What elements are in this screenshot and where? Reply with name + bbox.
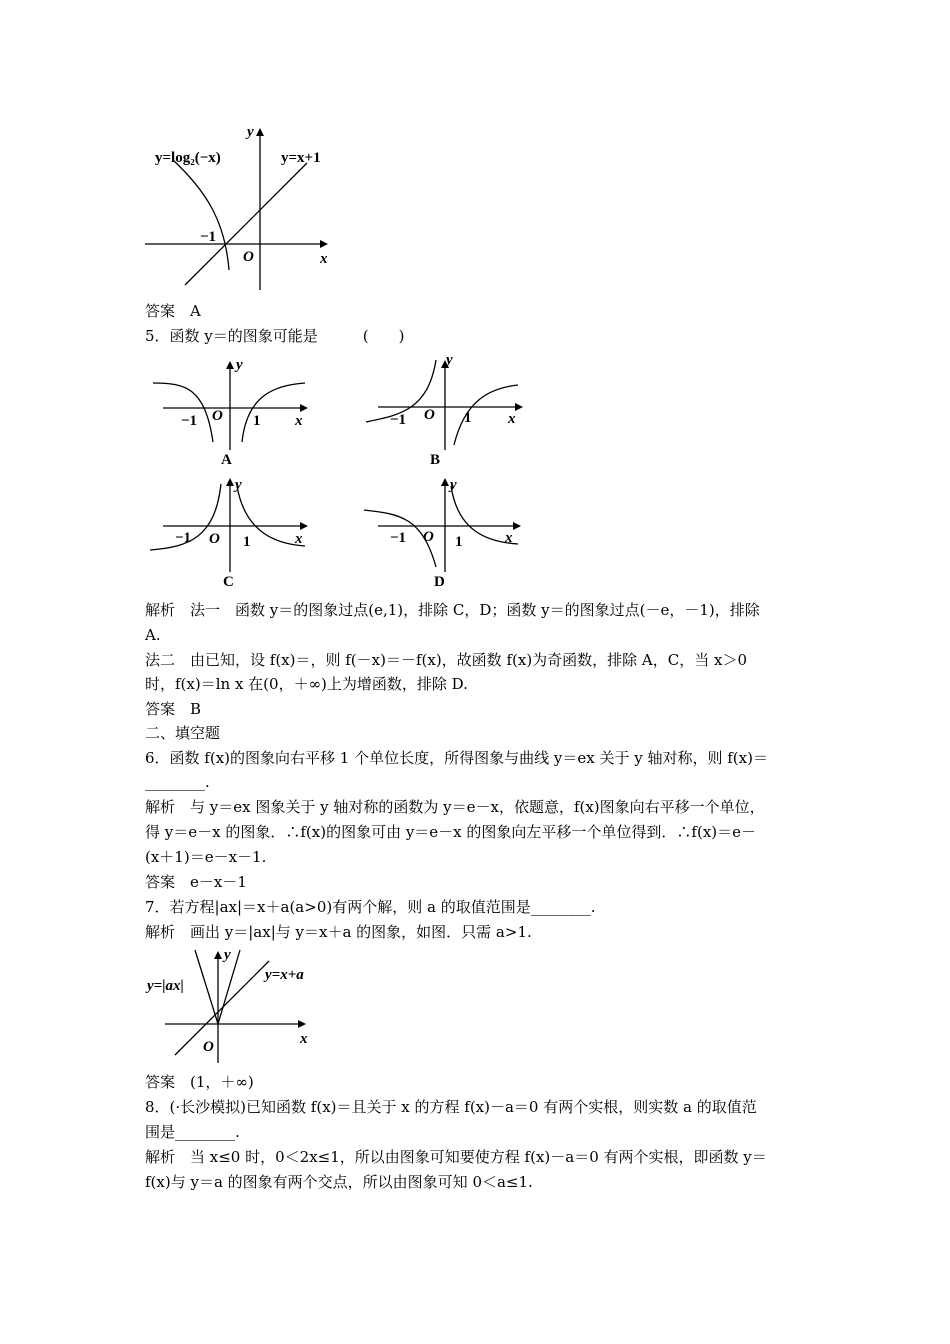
q7-label-o: O	[203, 1039, 214, 1055]
q4-label-o: O	[243, 249, 254, 265]
q8-question-line1: 8．(·长沙模拟)已知函数 f(x)＝且关于 x 的方程 f(x)－a＝0 有两个实根，则实数 a 的取值范	[145, 1098, 757, 1116]
graph-a-x: x	[295, 413, 303, 429]
q8-question-line2: 围是________.	[145, 1123, 240, 1141]
graph-d-x: x	[505, 530, 513, 546]
graph-d-minus1: −1	[390, 530, 407, 546]
graph-c-caption: C	[223, 574, 234, 590]
graph-b-caption: B	[430, 452, 441, 468]
q5-analysis-line2: A.	[145, 626, 161, 644]
q6-question-line2: ________.	[145, 773, 210, 791]
graph-a-caption: A	[221, 452, 232, 468]
q5-analysis-line3: 法二 由已知，设 f(x)＝，则 f(－x)＝－f(x)，故函数 f(x)为奇函数，排除 A，C，当 x＞0	[145, 651, 748, 669]
q7-question: 7．若方程|ax|＝x＋a(a>0)有两个解，则 a 的取值范围是________.	[145, 898, 596, 916]
graph-b-one: 1	[464, 410, 472, 426]
graph-d-caption: D	[434, 574, 445, 590]
graph-b-x: x	[508, 411, 516, 427]
graph-a-o: O	[212, 408, 223, 424]
q4-label-minus1: −1	[200, 229, 217, 245]
graph-b-minus1: −1	[390, 412, 407, 428]
graph-b-y: y	[446, 352, 453, 368]
graph-d-one: 1	[455, 534, 463, 550]
section-heading: 二、填空题	[145, 724, 221, 742]
q5-analysis-line4: 时，f(x)＝ln x 在(0，＋∞)上为增函数，排除 D.	[145, 675, 468, 693]
q6-analysis-line1: 解析 与 y＝ex 图象关于 y 轴对称的函数为 y＝e－x，依题意，f(x)图象向右平移一个单位，	[145, 798, 765, 816]
q7-label-y: y	[224, 947, 231, 963]
graph-c-o: O	[209, 531, 220, 547]
graph-d-y: y	[450, 477, 457, 493]
q6-answer: 答案 e－x－1	[145, 873, 247, 891]
q5-answer: 答案 B	[145, 700, 202, 718]
q4-label-x: x	[320, 251, 328, 267]
graph-c-x: x	[295, 531, 303, 547]
q7-label-x: x	[300, 1031, 308, 1047]
q4-label-line: y=x+1	[281, 150, 321, 166]
graph-b-o: O	[424, 407, 435, 423]
q7-answer: 答案 (1，＋∞)	[145, 1073, 254, 1091]
q8-analysis-line1: 解析 当 x≤0 时，0＜2x≤1，所以由图象可知要使方程 f(x)－a＝0 有两个实根，即函数 y＝	[145, 1148, 767, 1166]
q5-graph-a	[145, 355, 320, 470]
q6-question-line1: 6．函数 f(x)的图象向右平移 1 个单位长度，所得图象与曲线 y＝ex 关于 y 轴对称，则 f(x)＝	[145, 749, 768, 767]
q7-label-abs: y=|ax|	[147, 978, 184, 994]
graph-a-one: 1	[253, 413, 261, 429]
q6-analysis-line2: 得 y＝e－x 的图象．∴f(x)的图象可由 y＝e－x 的图象向左平移一个单位得到．∴f(x)＝e－	[145, 823, 757, 841]
q5-analysis-line1: 解析 法一 函数 y＝的图象过点(e,1)，排除 C，D；函数 y＝的图象过点(－e，－1)，排除	[145, 601, 760, 619]
q7-analysis: 解析 画出 y＝|ax|与 y＝x＋a 的图象，如图．只需 a>1.	[145, 923, 532, 941]
graph-a-y: y	[236, 357, 243, 373]
q5-graph-d	[360, 472, 535, 577]
q4-answer: 答案 A	[145, 302, 201, 320]
graph-c-minus1: −1	[175, 530, 192, 546]
graph-a-minus1: −1	[181, 413, 198, 429]
q8-analysis-line2: f(x)与 y＝a 的图象有两个交点，所以由图象可知 0＜a≤1.	[145, 1173, 533, 1191]
q7-label-line: y=x+a	[265, 967, 304, 983]
q6-analysis-line3: (x＋1)＝e－x－1.	[145, 848, 267, 866]
q5-graph-b	[360, 350, 535, 465]
q4-label-y: y	[247, 124, 254, 140]
graph-c-y: y	[235, 477, 242, 493]
q5-question: 5．函数 y＝的图象可能是 ( )	[145, 327, 405, 345]
q5-graph-c	[145, 472, 320, 577]
graph-d-o: O	[423, 529, 434, 545]
q4-graph	[145, 120, 345, 295]
q7-graph	[145, 945, 325, 1065]
q4-label-log: y=log₂(−x)	[155, 150, 221, 166]
graph-c-one: 1	[243, 534, 251, 550]
